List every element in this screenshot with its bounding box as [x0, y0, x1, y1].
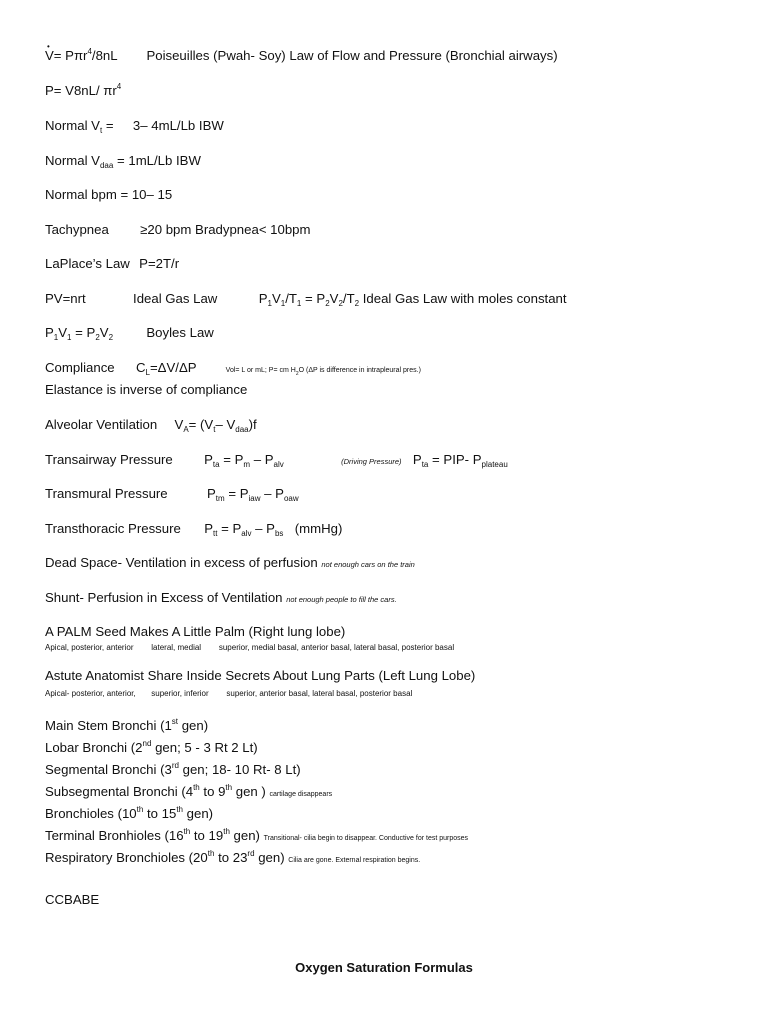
gas-law-line: PV=nrt Ideal Gas Law $P_1V_1/T_1 = P_2V_2/T_2$ Ideal Gas Law with moles constant	[45, 291, 567, 308]
shunt-line: Shunt- Perfusion in Excess of Ventilation not enough people to fill the cars.	[45, 590, 397, 605]
bronchi-gen-4: Subsegmental Bronchi (4th to 9th gen ) cartilage disappears	[45, 783, 333, 799]
left-lung-mnemonic: Astute Anatomist Share Inside Secrets About Lung Parts (Left Lung Lobe)	[45, 668, 476, 683]
tachypnea-line: Tachypnea ≥20 bpm Bradypnea< 10bpm	[45, 222, 311, 237]
laplace-line: LaPlace’s Law P=2T/r	[45, 256, 180, 271]
right-lung-segments: Apical, posterior, anterior lateral, medial superior, medial basal, anterior basal, lateral basal, posterior basal	[45, 643, 455, 652]
ccbabe-text: CCBABE	[45, 892, 100, 907]
bronchi-gen-1: Main Stem Bronchi (1st gen)	[45, 717, 209, 733]
bronchi-gen-2: Lobar Bronchi (2nd gen; 5 - 3 Rt 2 Lt)	[45, 739, 258, 755]
bronchi-gen-7: Respiratory Bronchioles (20th to 23rd gen) Cilia are gone. External respiration begins.	[45, 849, 421, 865]
normal-vt-line: Normal $V_t = 3-$ 4mL/Lb IBW	[45, 118, 224, 135]
transmural-pressure-line: Transmural Pressure $P_{tm} = P_{iaw} - P_{oaw}$	[45, 486, 299, 503]
transairway-pressure-line: Transairway Pressure $P_{ta} = P_m - P_{alv}$ (Driving Pressure) $P_{ta} = PIP-$ $P_{plateau}$	[45, 452, 508, 469]
bronchi-gen-5: Bronchioles (10th to 15th gen)	[45, 805, 214, 821]
pressure-formula-line: P= V8nL/ $\pi r^4$	[45, 82, 122, 98]
section-title: Oxygen Saturation Formulas	[295, 960, 473, 975]
boyles-law-line: $P_1V_1 = P_2V_2$ Boyles Law	[45, 325, 214, 342]
poiseuille-line: • V= Pπr$^4$/8nL Poiseuilles (Pwah- Soy) Law of Flow and Pressure (Bronchial airways)	[45, 48, 558, 64]
bronchi-gen-6: Terminal Bronhioles (16th to 19th gen) Transitional- cilia begin to disappear. Conductive for test purposes	[45, 827, 469, 843]
normal-vdead-line: Normal $V_{daa} = 1mL/Lb$ IBW	[45, 153, 201, 170]
poiseuille-description: Poiseuilles (Pwah- Soy) Law of Flow and Pressure (Bronchial airways)	[146, 48, 558, 63]
formula-text: • V= Pπr	[45, 48, 87, 64]
alveolar-ventilation-line: Alveolar Ventilation $V_A= (V_t-$ $V_{daa})f$	[45, 417, 257, 434]
bronchi-gen-3: Segmental Bronchi (3rd gen; 18- 10 Rt- 8 Lt)	[45, 761, 301, 777]
right-lung-mnemonic: A PALM Seed Makes A Little Palm (Right lung lobe)	[45, 624, 346, 639]
elastance-line: Elastance is inverse of compliance	[45, 382, 248, 397]
left-lung-segments: Apical- posterior, anterior, superior, inferior superior, anterior basal, lateral basal, posterior basal	[45, 689, 413, 698]
transthoracic-pressure-line: Transthoracic Pressure $P_{tt} = P_{alv} - P_{bs}$ (mmHg)	[45, 521, 343, 538]
compliance-line: Compliance $C_L=\Delta V/\Delta P$ Vol= L or mL; P= cm $H_2O$ (ΔP is difference in intrapleural pres.)	[45, 360, 421, 377]
dead-space-line: Dead Space- Ventilation in excess of perfusion not enough cars on the train	[45, 555, 415, 570]
normal-bpm-line: Normal bpm = 10– 15	[45, 187, 173, 202]
